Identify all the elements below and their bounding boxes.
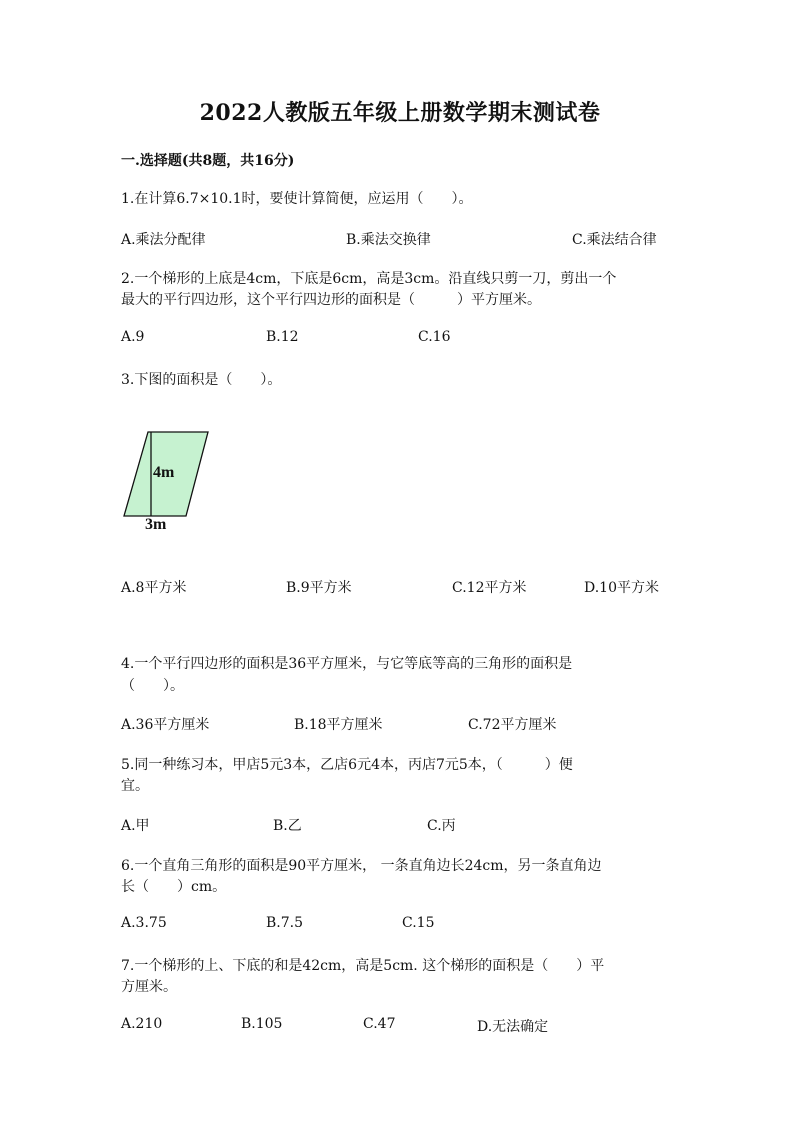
question-7-option-a: A.210 [121, 1016, 163, 1032]
base-label: 3m [145, 516, 167, 533]
question-4-option-c: C.72平方厘米 [468, 717, 557, 733]
question-3-option-d: D.10平方米 [584, 580, 659, 596]
question-4-option-a: A.36平方厘米 [121, 717, 210, 733]
question-3-option-b: B.9平方米 [286, 580, 352, 596]
question-1-option-c: C.乘法结合律 [572, 232, 657, 248]
question-2-option-c: C.16 [418, 329, 451, 345]
question-5-text-line-2: 宜。 [121, 778, 149, 794]
question-3-option-a: A.8平方米 [121, 580, 187, 596]
question-5-option-a: A.甲 [121, 818, 150, 834]
question-6-text-line-2: 长（ ）cm。 [121, 879, 227, 895]
question-6-text-line-1: 6.一个直角三角形的面积是90平方厘米， 一条直角边长24cm，另一条直角边 [121, 858, 602, 874]
question-7-option-b: B.105 [241, 1016, 283, 1032]
question-7-text-line-1: 7.一个梯形的上、下底的和是42cm，高是5cm. 这个梯形的面积是（ ）平 [121, 958, 605, 974]
question-3-option-c: C.12平方米 [452, 580, 527, 596]
question-5-option-c: C.丙 [427, 818, 456, 834]
question-1-text: 1.在计算6.7×10.1时，要使计算简便，应运用（ ）。 [121, 191, 473, 207]
question-7-text-line-2: 方厘米。 [121, 979, 177, 995]
question-7-option-c: C.47 [363, 1016, 396, 1032]
question-2-option-a: A.9 [121, 329, 145, 345]
question-5-text-line-1: 5.同一种练习本，甲店5元3本，乙店6元4本，丙店7元5本，（ ）便 [121, 757, 573, 773]
question-6-option-c: C.15 [402, 915, 435, 931]
parallelogram-figure [118, 424, 218, 534]
question-7-option-d: D.无法确定 [477, 1019, 549, 1035]
section-heading: 一.选择题(共8题，共16分) [121, 153, 295, 169]
question-1-option-b: B.乘法交换律 [346, 232, 431, 248]
page-title: 2022人教版五年级上册数学期末测试卷 [199, 100, 601, 126]
height-label: 4m [153, 464, 175, 481]
question-1-option-a: A.乘法分配律 [121, 232, 206, 248]
question-3-text: 3.下图的面积是（ ）。 [121, 372, 282, 388]
question-6-option-a: A.3.75 [121, 915, 167, 931]
question-6-option-b: B.7.5 [266, 915, 304, 931]
question-4-option-b: B.18平方厘米 [294, 717, 383, 733]
question-2-option-b: B.12 [266, 329, 299, 345]
question-5-option-b: B.乙 [273, 818, 302, 834]
question-2-text-line-2: 最大的平行四边形，这个平行四边形的面积是（ ）平方厘米。 [121, 292, 541, 308]
question-4-text-line-2: （ ）。 [121, 678, 184, 694]
question-4-text-line-1: 4.一个平行四边形的面积是36平方厘米，与它等底等高的三角形的面积是 [121, 656, 573, 672]
question-2-text-line-1: 2.一个梯形的上底是4cm，下底是6cm，高是3cm。沿直线只剪一刀，剪出一个 [121, 271, 617, 287]
